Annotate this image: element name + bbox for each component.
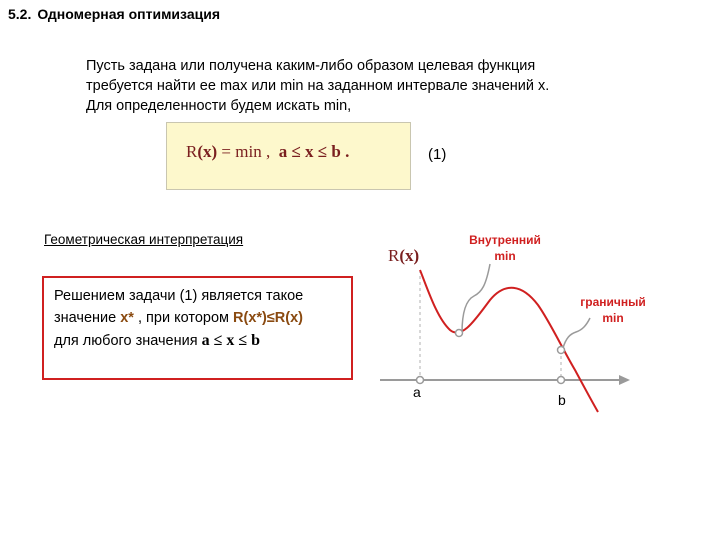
solution-range: a ≤ x ≤ b xyxy=(201,332,261,349)
internal-min-callout xyxy=(460,232,550,264)
min-condition: R(x*)≤R(x) xyxy=(233,310,304,326)
callout-line: граничный xyxy=(580,295,646,309)
callout-line: min xyxy=(602,311,624,325)
intro-line: Пусть задана или получена каким-либо образом целевая функция xyxy=(86,58,536,74)
graph-y-label xyxy=(388,246,419,266)
callout-line: min xyxy=(494,249,516,263)
x-axis-arrow xyxy=(619,375,630,385)
internal-min-marker xyxy=(456,330,463,337)
formula-interval: a ≤ x ≤ b . xyxy=(270,142,350,161)
x-star: x* xyxy=(120,310,134,326)
solution-line-1: Решением задачи (1) является такое xyxy=(54,288,304,304)
equation-number: (1) xyxy=(428,146,447,163)
solution-text: значение xyxy=(54,310,121,326)
geometric-interpretation-heading: Геометрическая интерпретация xyxy=(44,232,244,247)
graph-y-label-r: R xyxy=(388,246,400,265)
graph-y-label-arg: (x) xyxy=(399,246,420,265)
internal-min-pointer xyxy=(462,264,490,333)
boundary-min-callout xyxy=(568,294,658,326)
intro-line: Для определенности будем искать min, xyxy=(86,98,352,114)
boundary-min-marker xyxy=(558,347,565,354)
slide-number: 5.2. xyxy=(8,6,32,22)
a-axis-marker xyxy=(417,377,424,384)
solution-text: для любого значения xyxy=(54,333,202,349)
formula-equals-min: = min , xyxy=(217,142,271,161)
slide-title-text: Одномерная оптимизация xyxy=(37,6,220,22)
intro-line: требуется найти ее max или min на заданном интервале значений x. xyxy=(86,78,550,94)
callout-line: Внутренний xyxy=(469,233,541,247)
formula-r: R xyxy=(186,142,198,161)
function-curve xyxy=(420,270,598,412)
b-axis-marker xyxy=(558,377,565,384)
axis-label-a: a xyxy=(413,384,421,400)
axis-label-b: b xyxy=(558,392,566,408)
formula-r-arg: (x) xyxy=(197,142,218,161)
solution-text: , при котором xyxy=(133,310,234,326)
